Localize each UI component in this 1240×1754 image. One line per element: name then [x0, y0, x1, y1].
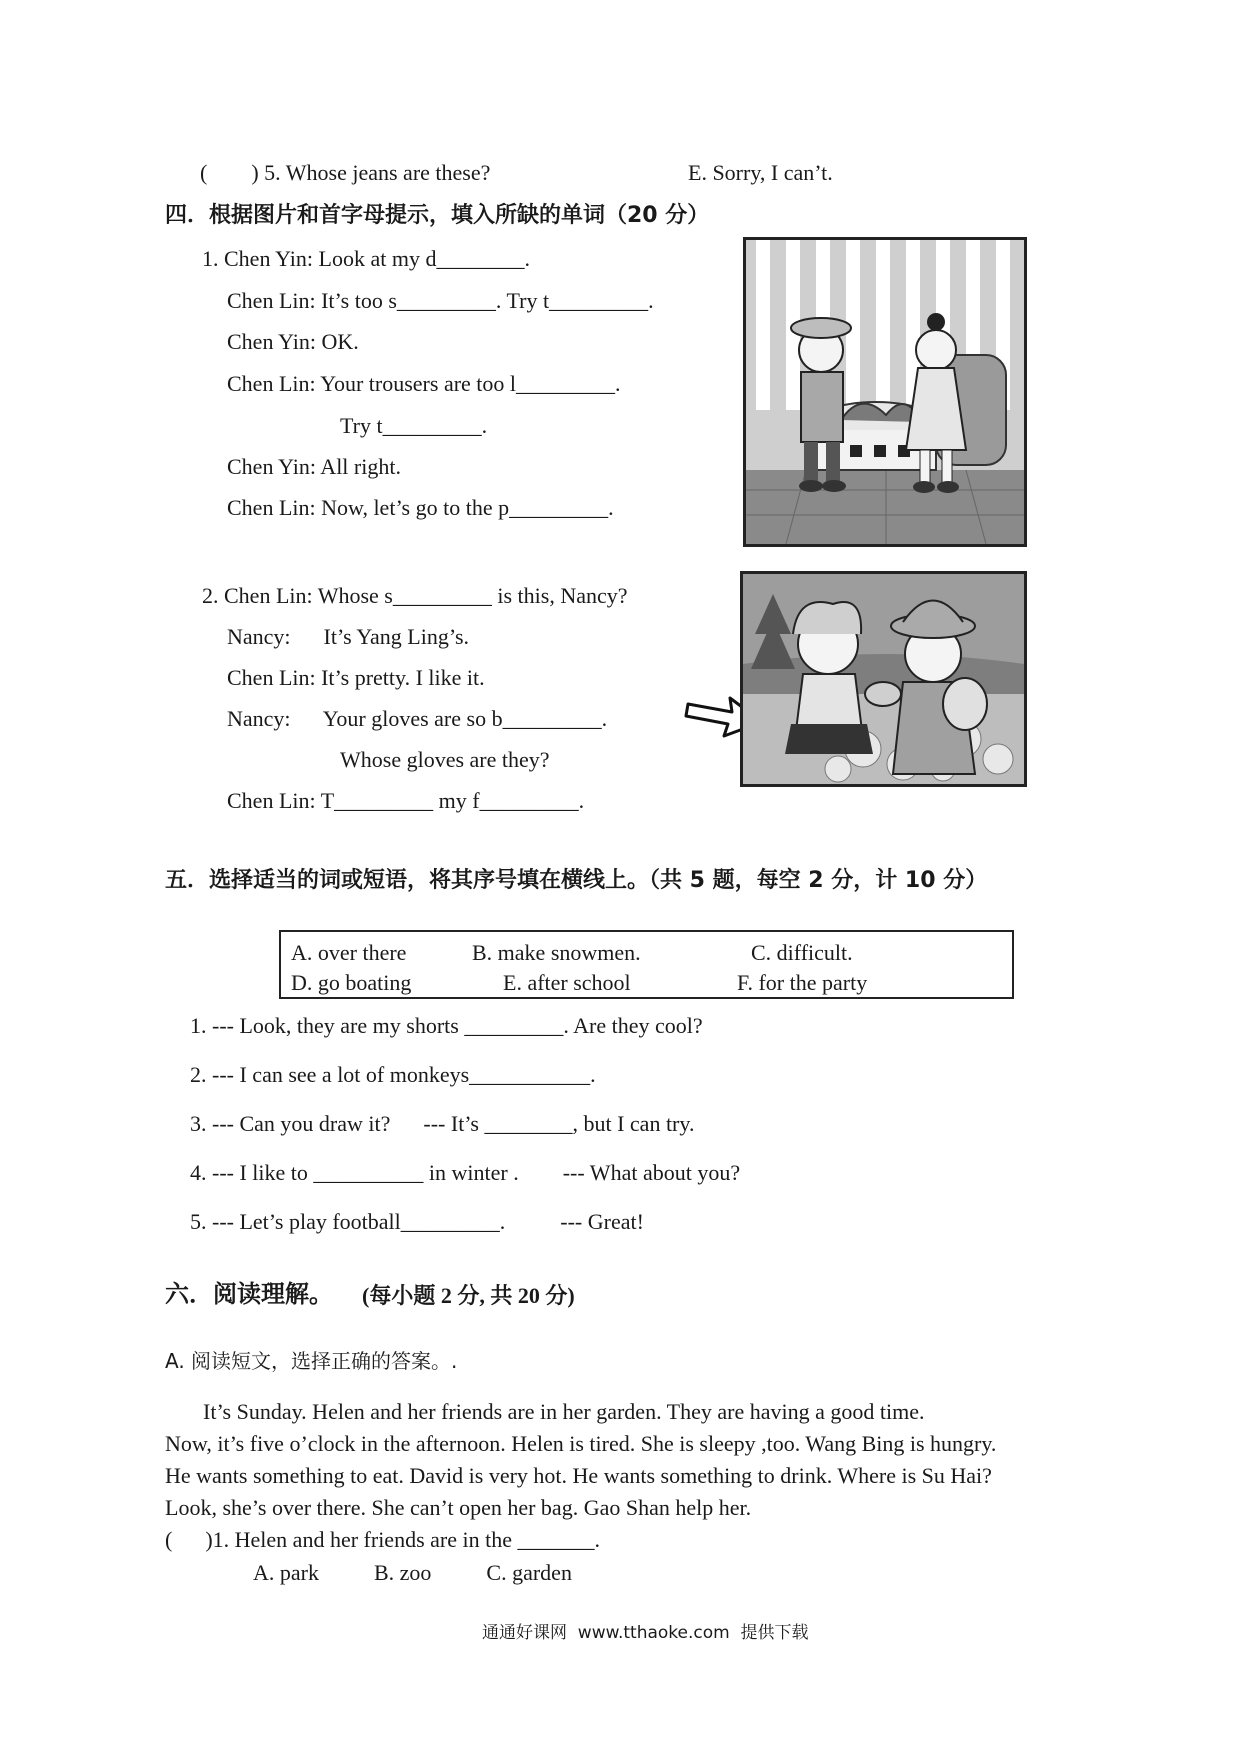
- dialog2-line: 2. Chen Lin: Whose s_________ is this, Nancy?: [202, 583, 628, 608]
- dialog1-line: Chen Lin: Your trousers are too l_________.: [227, 371, 621, 396]
- passage-line: It’s Sunday. Helen and her friends are in her garden. They are having a good time.: [203, 1399, 925, 1424]
- option: A. over there: [291, 940, 407, 965]
- fill-question: 1. --- Look, they are my shorts _________. Are they cool?: [190, 1013, 703, 1038]
- passage-line: He wants something to eat. David is very hot. He wants something to drink. Where is Su Hai?: [165, 1463, 992, 1488]
- option: B. make snowmen.: [472, 940, 641, 965]
- option: D. go boating: [291, 970, 412, 995]
- dialog1-line: Try t_________.: [340, 413, 488, 438]
- fill-question: 3. --- Can you draw it? --- It’s ________, but I can try.: [190, 1111, 695, 1136]
- picture-gloves: [740, 571, 1027, 787]
- dialog2-line: Whose gloves are they?: [340, 747, 550, 772]
- section-5-heading: 五．选择适当的词或短语，将其序号填在横线上。（共 5 题，每空 2 分，计 10 分）: [165, 868, 988, 893]
- section-6-heading: 六．阅读理解。: [165, 1280, 333, 1308]
- fill-question: 4. --- I like to __________ in winter . --- What about you?: [190, 1160, 741, 1185]
- option: F. for the party: [737, 970, 868, 995]
- option: E. after school: [503, 970, 631, 995]
- fill-question: 5. --- Let’s play football_________. --- Great!: [190, 1209, 644, 1234]
- section-4-heading: 四．根据图片和首字母提示，填入所缺的单词（20 分）: [165, 203, 710, 228]
- passage-line: Look, she’s over there. She can’t open her bag. Gao Shan help her.: [165, 1495, 752, 1520]
- fill-question: 2. --- I can see a lot of monkeys___________.: [190, 1062, 596, 1087]
- part-a-instruction: A. 阅读短文，选择正确的答案。.: [165, 1349, 458, 1373]
- picture-clothes-shop: [743, 237, 1027, 547]
- footer-source: 通通好课网 www.tthaoke.com 提供下载: [482, 1623, 809, 1643]
- dialog1-line: 1. Chen Yin: Look at my d________.: [202, 246, 530, 271]
- gloves-illustration: [743, 574, 1024, 784]
- section-6-score: (每小题 2 分, 共 20 分): [362, 1283, 575, 1308]
- dialog1-line: Chen Lin: It’s too s_________. Try t_________.: [227, 288, 654, 313]
- clothes-shop-illustration: [746, 240, 1024, 544]
- dialog2-line: Nancy: Your gloves are so b_________.: [227, 706, 608, 731]
- question-5-left: ( ) 5. Whose jeans are these?: [200, 160, 491, 185]
- passage-line: Now, it’s five o’clock in the afternoon. Helen is tired. She is sleepy ,too. Wang Bing is hungry.: [165, 1431, 997, 1456]
- dialog1-line: Chen Yin: All right.: [227, 454, 401, 479]
- dialog2-line: Chen Lin: It’s pretty. I like it.: [227, 665, 485, 690]
- option: C. difficult.: [751, 940, 853, 965]
- dialog2-line: Nancy: It’s Yang Ling’s.: [227, 624, 469, 649]
- dialog1-line: Chen Lin: Now, let’s go to the p_________.: [227, 495, 614, 520]
- reading-question-1: ( )1. Helen and her friends are in the _______.: [165, 1527, 600, 1552]
- dialog1-line: Chen Yin: OK.: [227, 329, 359, 354]
- question-5-option-e: E. Sorry, I can’t.: [688, 160, 833, 185]
- dialog2-line: Chen Lin: T_________ my f_________.: [227, 788, 585, 813]
- reading-question-1-options: A. park B. zoo C. garden: [253, 1560, 572, 1585]
